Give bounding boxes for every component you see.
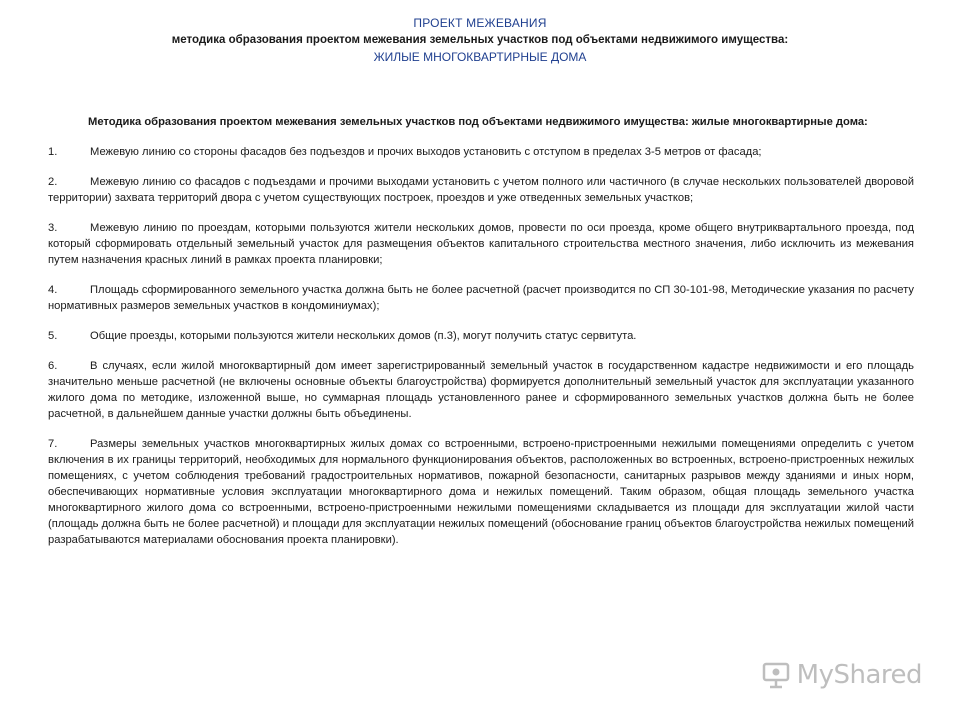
list-item xyxy=(48,328,914,344)
list-item-number: 6. xyxy=(48,360,58,372)
document-body xyxy=(48,114,914,562)
list-item-text: Межевую линию со стороны фасадов без подъездов и прочих выходов установить с отступом в пределах 3-5 метров от фасада; xyxy=(90,146,762,158)
list-item xyxy=(48,144,914,160)
list-item-text: Общие проезды, которыми пользуются жители нескольких домов (п.3), могут получить статус сервитута. xyxy=(90,330,637,342)
presentation-board-icon xyxy=(761,661,791,689)
list-item-text: Межевую линию по проездам, которыми пользуются жители нескольких домов, провести по оси проезда, кроме общего внутриквартального проезда, под который сформировать отдельный земельный участок для размещения объектов капитального строительства местного значения, либо исключить из межевания путем назначения красных линий в рамках проекта планировки; xyxy=(48,222,914,266)
list-item-number: 1. xyxy=(48,146,58,158)
list-item-number: 7. xyxy=(48,438,58,450)
list-item-text: В случаях, если жилой многоквартирный дом имеет зарегистрированный земельный участок в государственном кадастре недвижимости и его площадь значительно меньше расчетной (не включены основные объекты благоустройства) формируется дополнительный земельный участок для эксплуатации указанного жилого дома по методике, изложенной выше, но суммарная площадь установленного ранее и сформированного земельных участков должна быть не более расчетной, в дальнейшем данные участки должны быть объединены. xyxy=(48,360,914,420)
slide-header xyxy=(0,14,960,66)
list-item-text: Площадь сформированного земельного участка должна быть не более расчетной (расчет производится по СП 30-101-98, Методические указания по расчету нормативных размеров земельных участков в кондоминиумах); xyxy=(48,284,914,312)
watermark-text: MyShared xyxy=(796,660,922,690)
list-item-number: 5. xyxy=(48,330,58,342)
list-item-number: 4. xyxy=(48,284,58,296)
list-item xyxy=(48,436,914,548)
list-item xyxy=(48,282,914,314)
list-item-text: Размеры земельных участков многоквартирных жилых домах со встроенными, встроено-пристроенными нежилыми помещениями определить с учетом включения в их границы территорий, необходимых для нормального функционирования объектов, расположенных во встроенных, встроено-пристроенных нежилых помещениях, с учетом соблюдения требований градостроительных нормативов, пожарной безопасности, санитарных разрывов между зданиями и иных норм, обеспечивающих нормативные условия эксплуатации многоквартирного дома и нежилых помещений. Таким образом, общая площадь земельного участка многоквартирного жилого дома со встроенными, встроено-пристроенными нежилыми помещениями складывается из площади для эксплуатации жилой части (площадь должна быть не более расчетной) и площади для эксплуатации нежилых помещений (обоснование границ объектов благоустройства нежилых помещений разрабатываются материалами обоснования проекта планировки). xyxy=(48,438,914,546)
list-item xyxy=(48,358,914,422)
list-item-number: 2. xyxy=(48,176,58,188)
list-item xyxy=(48,220,914,268)
slide-title: ПРОЕКТ МЕЖЕВАНИЯ xyxy=(413,16,547,30)
list-item xyxy=(48,174,914,206)
slide-subtitle: методика образования проектом межевания земельных участков под объектами недвижимого имущества: xyxy=(171,34,789,46)
list-item-text: Межевую линию со фасадов с подъездами и прочими выходами установить с учетом полного или частичного (в случае нескольких пользователей дворовой территории) захвата территорий двора с учетом существующих построек, проездов и уже отведенных земельных участков; xyxy=(48,176,914,204)
slide-title-secondary: ЖИЛЫЕ МНОГОКВАРТИРНЫЕ ДОМА xyxy=(373,50,587,64)
watermark xyxy=(761,660,922,690)
intro-paragraph: Методика образования проектом межевания земельных участков под объектами недвижимого имущества: жилые многоквартирные дома: xyxy=(88,116,868,128)
list-item-number: 3. xyxy=(48,222,58,234)
